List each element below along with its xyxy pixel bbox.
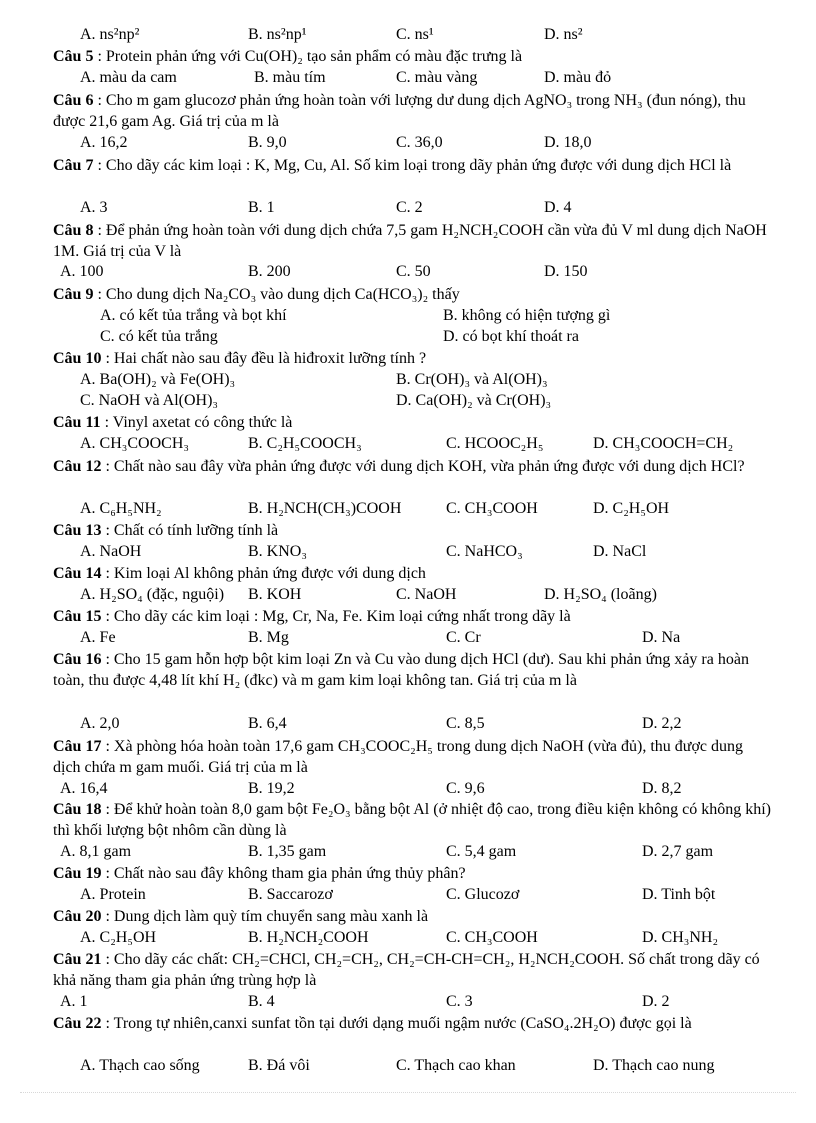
option-c: C. CH₃COOH bbox=[446, 500, 538, 517]
option-b: B. Đá vôi bbox=[248, 1057, 310, 1074]
question-label: Câu 10 bbox=[53, 350, 102, 367]
option-a: A. có kết tủa trắng và bọt khí bbox=[100, 307, 287, 324]
option-b: B. KNO₃ bbox=[248, 543, 307, 560]
option-b: B. Mg bbox=[248, 629, 289, 646]
option-d: D. 2,7 gam bbox=[642, 843, 714, 860]
question-label: Câu 21 bbox=[53, 951, 102, 968]
option-b: B. ns²np¹ bbox=[248, 26, 307, 43]
page-footer-divider bbox=[20, 1092, 796, 1093]
question-label: Câu 7 bbox=[53, 157, 94, 174]
question-label: Câu 12 bbox=[53, 458, 102, 475]
option-c: C. 9,6 bbox=[446, 780, 485, 797]
option-a: A. CH₃COOCH₃ bbox=[80, 435, 189, 452]
question-stem bbox=[53, 348, 771, 369]
question-text: : Cho m gam glucozơ phản ứng hoàn toàn với lượng dư dung dịch AgNO₃ trong NH₃ (đun nóng), thu được 21,6 gam Ag. Giá trị của m là bbox=[53, 92, 746, 130]
option-b: B. 200 bbox=[248, 263, 291, 280]
option-d: D. NaCl bbox=[593, 543, 647, 560]
option-d: D. 4 bbox=[544, 199, 572, 216]
option-a: A. C₂H₅OH bbox=[80, 929, 157, 946]
question-stem bbox=[53, 1013, 771, 1034]
option-a: A. 3 bbox=[80, 199, 108, 216]
option-a: A. 16,4 bbox=[60, 780, 108, 797]
option-b: B. 4 bbox=[248, 993, 275, 1010]
question-text: : Kim loại Al không phản ứng được với dung dịch bbox=[101, 565, 426, 582]
option-a: A. ns²np² bbox=[80, 26, 140, 43]
question-text: : Cho 15 gam hỗn hợp bột kim loại Zn và Cu vào dung dịch HCl (dư). Sau khi phản ứng xảy ra hoàn toàn, thu được 4,48 lít khí H₂ (đkc) và m gam kim loại không tan. Giá trị của m là bbox=[53, 651, 749, 689]
question-text: : Hai chất nào sau đây đều là hiđroxit lưỡng tính ? bbox=[101, 350, 427, 367]
option-b: B. 1 bbox=[248, 199, 275, 216]
option-a: A. 8,1 gam bbox=[60, 843, 132, 860]
option-d: D. CH₃NH₂ bbox=[642, 929, 719, 946]
question-label: Câu 18 bbox=[53, 801, 102, 818]
question-stem bbox=[53, 563, 771, 584]
question-text: : Để khử hoàn toàn 8,0 gam bột Fe₂O₃ bằng bột Al (ở nhiệt độ cao, trong điều kiện không có không khí) thì khối lượng bột nhôm cần dùng là bbox=[53, 801, 771, 839]
option-b: B. C₂H₅COOCH₃ bbox=[248, 435, 362, 452]
question-stem bbox=[53, 863, 771, 884]
question-text: : Cho dãy các kim loại : Mg, Cr, Na, Fe. Kim loại cứng nhất trong dãy là bbox=[101, 608, 571, 625]
question-stem bbox=[53, 606, 771, 627]
question-text: : Chất có tính lưỡng tính là bbox=[101, 522, 279, 539]
question-label: Câu 19 bbox=[53, 865, 102, 882]
option-a: A. C₆H₅NH₂ bbox=[80, 500, 162, 517]
question-label: Câu 14 bbox=[53, 565, 102, 582]
option-d: D. màu đỏ bbox=[544, 69, 612, 86]
question-label: Câu 15 bbox=[53, 608, 102, 625]
option-c: C. 8,5 bbox=[446, 715, 485, 732]
question-text: : Trong tự nhiên,canxi sunfat tồn tại dưới dạng muối ngậm nước (CaSO₄.2H₂O) được gọi là bbox=[101, 1015, 692, 1032]
option-c: C. HCOOC₂H₅ bbox=[446, 435, 544, 452]
option-b: B. KOH bbox=[248, 586, 302, 603]
question-text: : Chất nào sau đây vừa phản ứng được với dung dịch KOH, vừa phản ứng được với dung dịch HCl? bbox=[101, 458, 745, 475]
option-c: C. 2 bbox=[396, 199, 423, 216]
option-c: C. NaHCO₃ bbox=[446, 543, 523, 560]
option-c: C. NaOH bbox=[396, 586, 457, 603]
option-b: B. Cr(OH)₃ và Al(OH)₃ bbox=[396, 371, 548, 388]
option-a: A. 1 bbox=[60, 993, 88, 1010]
option-c: C. ns¹ bbox=[396, 26, 434, 43]
option-b: B. 1,35 gam bbox=[248, 843, 327, 860]
question-label: Câu 13 bbox=[53, 522, 102, 539]
question-label: Câu 6 bbox=[53, 92, 94, 109]
question-label: Câu 17 bbox=[53, 738, 102, 755]
question-text: : Để phản ứng hoàn toàn với dung dịch chứa 7,5 gam H₂NCH₂COOH cần vừa đủ V ml dung dịch NaOH 1M. Giá trị của V là bbox=[53, 222, 767, 260]
question-text: : Dung dịch làm quỳ tím chuyển sang màu xanh là bbox=[101, 908, 429, 925]
option-d: D. 8,2 bbox=[642, 780, 682, 797]
option-b: B. 9,0 bbox=[248, 134, 287, 151]
question-stem bbox=[53, 906, 771, 927]
option-a: A. 16,2 bbox=[80, 134, 128, 151]
option-c: C. Glucozơ bbox=[446, 886, 520, 903]
question-stem bbox=[53, 520, 771, 541]
question-stem bbox=[53, 649, 771, 691]
option-b: B. Saccarozơ bbox=[248, 886, 333, 903]
question-label: Câu 16 bbox=[53, 651, 102, 668]
option-d: D. Ca(OH)₂ và Cr(OH)₃ bbox=[396, 392, 552, 409]
question-text: : Cho dãy các chất: CH₂=CHCl, CH₂=CH₂, CH₂=CH-CH=CH₂, H₂NCH₂COOH. Số chất trong dãy có khả năng tham gia phản ứng trùng hợp là bbox=[53, 951, 760, 989]
question-text: : Xà phòng hóa hoàn toàn 17,6 gam CH₃COOC₂H₅ trong dung dịch NaOH (vừa đủ), thu được dung dịch chứa m gam muối. Giá trị của m là bbox=[53, 738, 744, 776]
option-c: C. màu vàng bbox=[396, 69, 478, 86]
option-d: D. Tinh bột bbox=[642, 886, 716, 903]
option-b: B. không có hiện tượng gì bbox=[443, 307, 611, 324]
option-a: A. Protein bbox=[80, 886, 146, 903]
option-b: B. H₂NCH₂COOH bbox=[248, 929, 369, 946]
question-text: : Protein phản ứng với Cu(OH)₂ tạo sản phẩm có màu đặc trưng là bbox=[93, 48, 523, 65]
option-b: B. 19,2 bbox=[248, 780, 295, 797]
option-d: D. CH₃COOCH=CH₂ bbox=[593, 435, 734, 452]
option-d: D. 18,0 bbox=[544, 134, 592, 151]
question-stem bbox=[53, 456, 771, 477]
option-d: D. Na bbox=[642, 629, 681, 646]
option-d: D. Thạch cao nung bbox=[593, 1057, 715, 1074]
option-a: A. H₂SO₄ (đặc, nguội) bbox=[80, 586, 225, 603]
question-stem bbox=[53, 799, 771, 841]
question-label: Câu 11 bbox=[53, 414, 101, 431]
option-c: C. CH₃COOH bbox=[446, 929, 538, 946]
option-b: B. 6,4 bbox=[248, 715, 287, 732]
option-d: D. 2 bbox=[642, 993, 670, 1010]
option-c: C. 36,0 bbox=[396, 134, 443, 151]
question-text: : Cho dãy các kim loại : K, Mg, Cu, Al. Số kim loại trong dãy phản ứng được với dung dịch HCl là bbox=[93, 157, 732, 174]
option-a: A. Thạch cao sống bbox=[80, 1057, 200, 1074]
option-a: A. Ba(OH)₂ và Fe(OH)₃ bbox=[80, 371, 236, 388]
question-stem bbox=[53, 46, 771, 67]
option-d: D. C₂H₅OH bbox=[593, 500, 670, 517]
option-c: C. 3 bbox=[446, 993, 473, 1010]
option-a: A. Fe bbox=[80, 629, 116, 646]
question-label: Câu 20 bbox=[53, 908, 102, 925]
option-c: C. Cr bbox=[446, 629, 481, 646]
option-d: D. 2,2 bbox=[642, 715, 682, 732]
question-stem bbox=[53, 736, 771, 778]
option-c: C. có kết tủa trắng bbox=[100, 328, 218, 345]
question-stem bbox=[53, 284, 771, 305]
question-label: Câu 5 bbox=[53, 48, 94, 65]
question-text: : Cho dung dịch Na₂CO₃ vào dung dịch Ca(HCO₃)₂ thấy bbox=[93, 286, 460, 303]
option-c: C. 5,4 gam bbox=[446, 843, 517, 860]
question-stem bbox=[53, 90, 771, 132]
option-d: D. H₂SO₄ (loãng) bbox=[544, 586, 657, 603]
option-a: A. NaOH bbox=[80, 543, 142, 560]
option-c: C. NaOH và Al(OH)₃ bbox=[80, 392, 218, 409]
option-b: B. H₂NCH(CH₃)COOH bbox=[248, 500, 402, 517]
question-stem bbox=[53, 155, 771, 176]
option-a: A. 100 bbox=[60, 263, 104, 280]
option-a: A. 2,0 bbox=[80, 715, 120, 732]
question-stem bbox=[53, 220, 771, 262]
option-d: D. ns² bbox=[544, 26, 583, 43]
question-label: Câu 22 bbox=[53, 1015, 102, 1032]
option-c: C. Thạch cao khan bbox=[396, 1057, 516, 1074]
question-text: : Chất nào sau đây không tham gia phản ứng thủy phân? bbox=[101, 865, 466, 882]
question-stem bbox=[53, 412, 771, 433]
question-text: : Vinyl axetat có công thức là bbox=[100, 414, 293, 431]
question-label: Câu 8 bbox=[53, 222, 94, 239]
option-d: D. có bọt khí thoát ra bbox=[443, 328, 579, 345]
question-stem bbox=[53, 949, 771, 991]
option-a: A. màu da cam bbox=[80, 69, 177, 86]
option-d: D. 150 bbox=[544, 263, 588, 280]
option-b: B. màu tím bbox=[254, 69, 326, 86]
question-label: Câu 9 bbox=[53, 286, 94, 303]
option-c: C. 50 bbox=[396, 263, 431, 280]
